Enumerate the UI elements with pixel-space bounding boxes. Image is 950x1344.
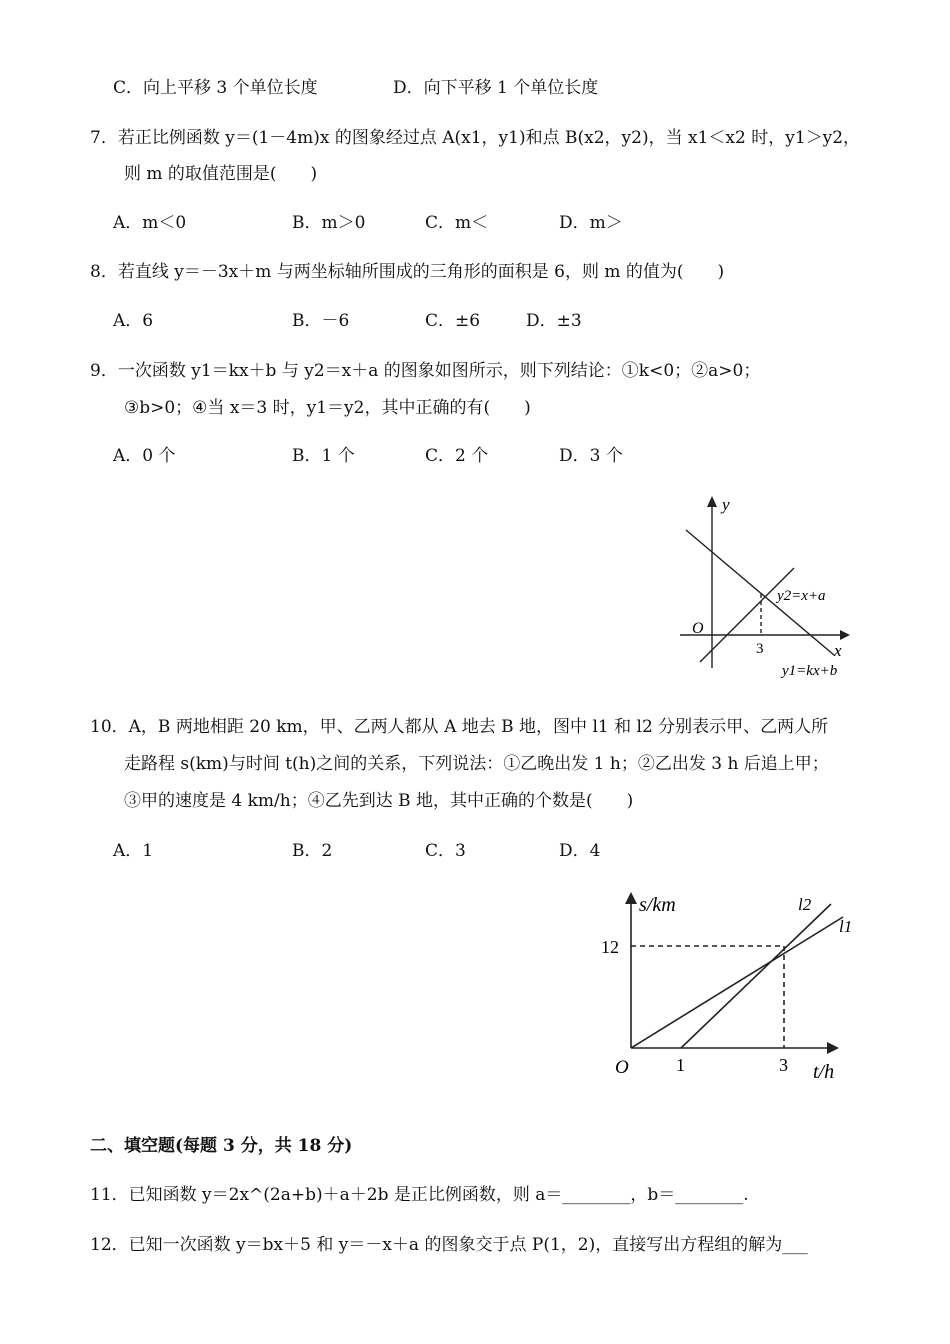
q7-stem-2: 则 m 的取值范围是( ) <box>124 164 318 184</box>
q8-stem <box>90 261 724 283</box>
q9-option-a: A．0 个 <box>113 446 176 466</box>
q10-stem-2: 走路程 s(km)与时间 t(h)之间的关系，下列说法：①乙晚出发 1 h；②乙出发 3 h 后追上甲； <box>124 754 829 774</box>
q6-option-d: D．向下平移 1 个单位长度 <box>393 78 599 98</box>
q10-label-l1: l1 <box>839 917 853 936</box>
q10-line-l1 <box>631 917 843 1048</box>
q8-option-a: A．6 <box>113 311 154 331</box>
q7-stem-1 <box>90 127 860 149</box>
q10-line-l2 <box>681 904 831 1048</box>
q7-option-d: D．m＞ <box>559 213 623 233</box>
q9-figure <box>670 490 870 685</box>
q10-stem-text-1: A，B 两地相距 20 km，甲、乙两人都从 A 地去 B 地，图中 l1 和 l2 分别表示甲、乙两人所 <box>128 717 829 737</box>
q9-stem-2: ③b>0；④当 x＝3 时，y1＝y2，其中正确的有( ) <box>124 398 531 418</box>
q10-stem-1 <box>90 716 828 738</box>
q9-axis-x-label: x <box>834 641 842 660</box>
q10-axis-y-label: s/km <box>639 894 676 916</box>
q8-option-d: D．±3 <box>526 311 582 331</box>
q9-label-y2: y2=x+a <box>777 588 826 604</box>
q9-stem-1 <box>90 360 760 382</box>
q10-tick-x-1: 1 <box>676 1055 685 1075</box>
q10-stem-3: ③甲的速度是 4 km/h；④乙先到达 B 地，其中正确的个数是( ) <box>124 791 634 811</box>
q9-option-d: D．3 个 <box>559 446 623 466</box>
q8-option-b: B．－6 <box>292 311 350 331</box>
q7-option-c: C．m＜ <box>425 213 489 233</box>
q10-option-d: D．4 <box>559 841 601 861</box>
q8-option-c: C．±6 <box>425 311 481 331</box>
q10-option-a: A．1 <box>113 841 154 861</box>
q7-number: 7． <box>90 128 118 148</box>
q12-number: 12． <box>90 1235 129 1255</box>
q9-stem-text-1: 一次函数 y1＝kx＋b 与 y2＝x＋a 的图象如图所示，则下列结论：①k<0；②a>0； <box>117 361 761 381</box>
q10-origin-label: O <box>615 1057 629 1078</box>
q7-option-b: B．m＞0 <box>292 213 366 233</box>
q10-axis-x-label: t/h <box>813 1061 835 1083</box>
q10-label-l2: l2 <box>798 895 812 914</box>
q7-option-a: A．m＜0 <box>113 213 187 233</box>
q12-stem-text: 已知一次函数 y＝bx＋5 和 y＝－x＋a 的图象交于点 P(1，2)，直接写出方程组的解为___ <box>128 1235 808 1255</box>
q10-tick-y-12: 12 <box>601 937 619 957</box>
q10-figure <box>595 880 865 1085</box>
q9-tick-3: 3 <box>756 641 764 657</box>
q8-stem-text: 若直线 y＝－3x＋m 与两坐标轴所围成的三角形的面积是 6，则 m 的值为( ) <box>117 262 725 282</box>
q9-x-arrow <box>840 630 850 640</box>
q10-y-arrow <box>625 892 637 904</box>
q10-option-b: B．2 <box>292 841 333 861</box>
q11-stem <box>90 1184 749 1206</box>
section-2-title: 二、填空题(每题 3 分，共 18 分) <box>90 1136 353 1156</box>
q7-stem-text-1: 若正比例函数 y＝(1－4m)x 的图象经过点 A(x1，y1)和点 B(x2，y2)，当 x1＜x2 时，y1＞y2， <box>117 128 861 148</box>
q9-origin-label: O <box>692 620 704 637</box>
q12-stem <box>90 1234 808 1256</box>
q10-number: 10． <box>90 717 129 737</box>
q10-x-arrow <box>827 1042 839 1054</box>
q9-number: 9． <box>90 361 118 381</box>
q9-option-b: B．1 个 <box>292 446 355 466</box>
q9-option-c: C．2 个 <box>425 446 489 466</box>
q9-label-y1: y1=kx+b <box>782 663 838 679</box>
q10-tick-x-3: 3 <box>779 1055 788 1075</box>
q9-axis-y-label: y <box>722 495 730 514</box>
q10-option-c: C．3 <box>425 841 466 861</box>
q8-number: 8． <box>90 262 118 282</box>
q9-y-arrow <box>707 496 717 507</box>
q11-number: 11． <box>90 1185 129 1205</box>
q11-stem-text: 已知函数 y＝2x^(2a+b)＋a＋2b 是正比例函数，则 a＝________，b＝________. <box>128 1185 749 1205</box>
q6-option-c: C．向上平移 3 个单位长度 <box>113 78 318 98</box>
